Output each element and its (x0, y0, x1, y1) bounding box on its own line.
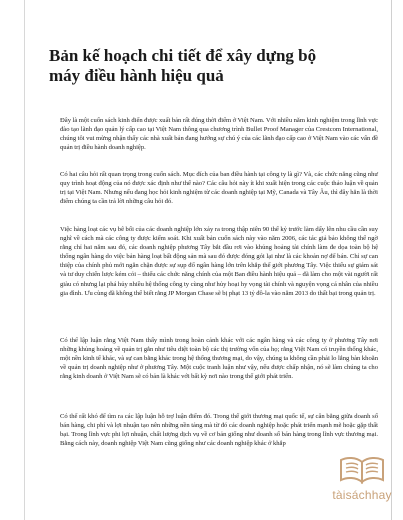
open-book-icon (338, 454, 386, 486)
paragraph-5: Có thể rất khó để tìm ra các lập luận hỗ trợ luận điểm đó. Trong thế giới thương mại quốc tế, sự cân bằng giữa doanh số bán hàng, chi phí và lợi nhuận tạo nên những nền tảng mà từ đó các doanh nghiệp hoặc phát triển mạnh mẽ hoặc gặp thất bại. Trong lĩnh vực phi lợi nhuận, chất lượng dịch vụ về cơ bản giống như doanh số bán hàng trong lĩnh vực thương mại. Bằng cách này, doanh nghiệp Việt Nam cũng giống như các doanh nghiệp khác ở khắp (60, 413, 378, 448)
paragraph-3: Việc hàng loạt các vụ bê bối của các doanh nghiệp lớn xảy ra trong thập niên 90 thế kỷ trước làm dấy lên nhu cầu cần suy nghĩ về cách mà các công ty được kiểm soát. Khi xuất bản cuốn sách này vào năm 2006, các tác giả bảo không thể ngờ rằng chỉ hai năm sau đó, các doanh nghiệp phương Tây bắt đầu rơi vào khủng hoảng tài chính làm đe dọa toàn bộ hệ thống ngân hàng do việc bản hàng loạt bất động sản mà sau đó được đóng gói lại như là các khoản nợ để bán. Chỉ sự can thiệp của chính phủ mới ngăn chặn được sự sụp đổ ngân hàng lớn trên khắp thế giới phương Tây. Việc thiếu sự giám sát và tư duy chiến lược kém cỏi – thiếu các chức năng chính của một Ban điều hành hiệu quả – đã làm cho một vài người rất giàu có nhưng lại phá hủy nhiều hệ thống công ty cùng như hủy hoại hy vọng tài chính và nguyện vọng cá nhân của nhiều gia đình. Ưu cùng đã không thể biết rằng JP Morgan Chase sẽ bị phạt 13 tỷ đô-la vào năm 2013 do thất bại trong quản trị. (60, 226, 378, 297)
watermark-text: tàisáchhay (332, 488, 392, 502)
paragraph-1: Đây là một cuốn sách kinh điển được xuất bản rất đúng thời điểm ở Việt Nam. Với nhiều năm kinh nghiệm trong lĩnh vực đào tạo lãnh đạo quản lý cấp cao tại Việt Nam thông qua chương trình Bullet Proof Manager của Crestcom International, chúng tôi vui mừng nhận thấy các nhà xuất bản đang hướng sự chú ý của các lãnh đạo cấp cao ở Việt Nam vào các vấn đề quản trị điều hành doanh nghiệp. (60, 117, 378, 152)
watermark-logo (331, 454, 393, 512)
document-title: Bản kế hoạch chi tiết để xây dựng bộ máy điều hành hiệu quả (49, 46, 317, 85)
paragraph-4: Có thể lập luận rằng Việt Nam thấy mình trong hoàn cảnh khác với các ngân hàng và các công ty ở phương Tây nơi những khủng hoảng về quản trị gắn như tiêu diệt toàn bộ các thị trường vốn của họ; rằng Việt Nam có truyền thống khác, một nền kinh tế khác, và sự can bằng khác trong hệ thống thương mại, do vậy, chúng ta không cần phải lo lắng bàn khoăn về quản trị doanh nghiệp như ở phương Tây. Một cuộc tranh luận như vậy, nếu được chấp nhận, nó sẽ làm chúng ta cho rằng kinh doanh ở Việt Nam sẽ có bản là khác với bất kỳ nơi nào trong thế giới phát triển. (60, 337, 378, 381)
paragraph-2: Có hai câu hỏi rất quan trọng trong cuốn sách. Mục đích của ban điều hành tại công ty là gì? Và, các chức năng cũng như quy trình hoạt động của nó được xác định như thế nào? Các câu hỏi này ít khi xuất hiện trong các cuộc thảo luận về quản trị tại Việt Nam. Nhưng nếu đang học hỏi kinh nghiệm từ các doanh nghiệp tại Mỹ, Canada và Tây Âu, thì đây hẳn là thời điểm chúng ta cần trả lời những câu hỏi đó. (60, 171, 378, 206)
